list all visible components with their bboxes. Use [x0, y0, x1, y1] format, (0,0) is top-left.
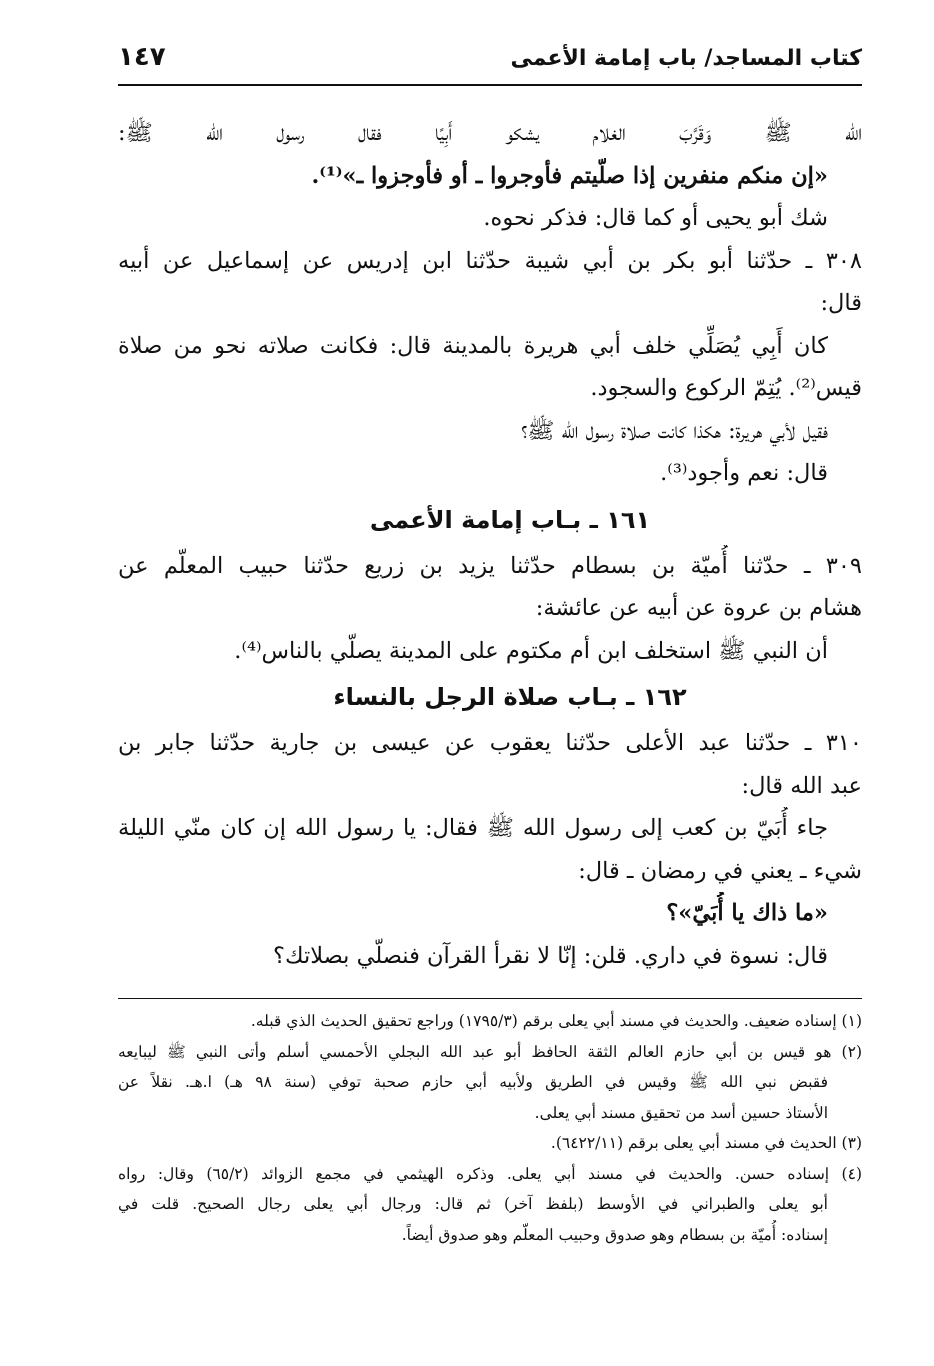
running-header	[118, 40, 862, 86]
section-heading-text: ١٦١ ـ بـاب إمامة الأعمى	[369, 505, 651, 534]
footnote-continuation: الأستاذ حسين أسد من تحقيق مسند أبي يعلى.	[534, 1103, 828, 1122]
footnote-continuation: فقبض نبي الله ﷺ وقيس في الطريق ولأبيه أبي حازم صحبة توفي (سنة ٩٨ هـ) ا.هـ. نقلاً عن	[118, 1073, 828, 1091]
footnote-continuation: أبو يعلى والطبراني في الأوسط (بلفظ آخر) ثم قال: ورجال أبي يعلى رجال الصحيح. قلت في	[118, 1195, 828, 1213]
main-text	[118, 112, 862, 977]
text-line: هشام بن عروة عن أبيه عن عائشة:	[535, 595, 862, 621]
footnote: (٢) هو قيس بن أبي حازم العالم الثقة الحافظ أبو عبد الله البجلي الأحمسي أسلم وأتى النبي ﷺ ليبايعه	[118, 1042, 862, 1061]
hadith-isnad: ٣١٠ ـ حدّثنا عبد الأعلى حدّثنا يعقوب عن عيسى بن جارية حدّثنا جابر بن	[118, 730, 862, 756]
text-line: شك أبو يحيى أو كما قال: فذكر نحوه.	[483, 205, 828, 231]
text-line: قيس⁽²⁾. يُتِمّ الركوع والسجود.	[590, 375, 862, 401]
footnote: (١) إسناده ضعيف. والحديث في مسند أبي يعلى برقم (١٧٩٥/٣) وراجع تحقيق الحديث الذي قبله.	[250, 1012, 862, 1030]
page-number: ١٤٧	[118, 42, 166, 72]
section-heading	[118, 495, 862, 545]
text-line: قال: نسوة في داري. قلن: إنّا لا نقرأ القرآن فنصلّي بصلاتك؟	[273, 942, 828, 969]
text-line: أن النبي ﷺ استخلف ابن أم مكتوم على المدينة يصلّي بالناس⁽⁴⁾.	[234, 637, 828, 664]
text-line: عبد الله قال:	[741, 772, 862, 799]
text-line: الله ﷺ وَقَرَّبَ الغلام يشكو أَبِيًا فقال رسول الله ﷺ:	[118, 120, 862, 146]
text-line: جاء أُبَيّ بن كعب إلى رسول الله ﷺ فقال: يا رسول الله إن كان منّي الليلة	[118, 815, 828, 841]
text-line: فقيل لأبي هريرة: هكذا كانت صلاة رسول الله ﷺ؟	[521, 417, 828, 444]
text-line: شيء ـ يعني في رمضان ـ قال:	[578, 857, 862, 884]
chapter-title: كتاب المساجد/ باب إمامة الأعمى	[510, 46, 862, 71]
footnotes	[118, 1006, 862, 1250]
hadith-quote: «ما ذاك يا أُبَيّ»؟	[666, 900, 828, 926]
hadith-isnad: ٣٠٩ ـ حدّثنا أُميّة بن بسطام حدّثنا يزيد بن زريع حدّثنا حبيب المعلّم عن	[118, 552, 862, 579]
section-heading-text: ١٦٢ ـ بـاب صلاة الرجل بالنساء	[333, 683, 687, 711]
hadith-isnad: ٣٠٨ ـ حدّثنا أبو بكر بن أبي شيبة حدّثنا ابن إدريس عن إسماعيل عن أبيه	[118, 247, 862, 274]
footnote-divider	[118, 998, 862, 999]
text-line: كان أَبِي يُصَلِّي خلف أبي هريرة بالمدينة قال: فكانت صلاته نحو من صلاة	[118, 332, 828, 359]
text-line: قال:	[820, 290, 862, 316]
footnote: (٤) إسناده حسن. والحديث في مسند أبي يعلى. وذكره الهيثمي في مجمع الزوائد (٦٥/٢) وقال: رواه	[118, 1164, 862, 1183]
footnote: (٣) الحديث في مسند أبي يعلى برقم (٦٤٢٢/١١).	[550, 1134, 862, 1152]
text-line: قال: نعم وأجود⁽³⁾.	[660, 460, 828, 486]
hadith-quote: «إن منكم منفرين إذا صلّيتم فأوجروا ـ أو فأوجزوا ـ»⁽¹⁾.	[311, 162, 828, 189]
section-heading	[118, 672, 862, 722]
footnote-continuation: إسناده: أُميّة بن بسطام وهو صدوق وحبيب المعلّم وهو صدوق أيضاً.	[401, 1225, 828, 1244]
